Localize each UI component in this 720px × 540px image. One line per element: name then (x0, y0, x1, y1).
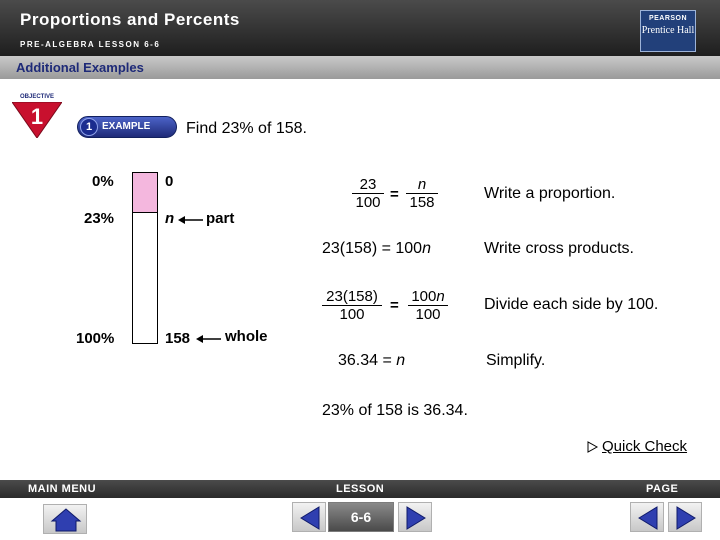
example-label: EXAMPLE (102, 121, 151, 132)
section-strip (0, 56, 720, 79)
step2-note: Write cross products. (484, 240, 634, 257)
page-label: PAGE (646, 483, 679, 495)
value-top-label: 0 (165, 173, 174, 190)
percent-bar-divider (133, 212, 157, 213)
lesson-next-button[interactable] (398, 502, 432, 532)
arrow-left-icon (178, 213, 204, 227)
step4-variable: n (396, 352, 406, 369)
step1-left-denominator: 100 (355, 194, 381, 211)
percent-bottom-label: 100% (76, 330, 115, 347)
step3-right-fraction (408, 288, 448, 323)
step1-left-numerator: 23 (352, 176, 384, 194)
lesson-label: LESSON (336, 483, 385, 495)
step3-right-denominator: 100 (415, 306, 441, 323)
home-icon (44, 505, 88, 535)
chevron-right-icon (399, 503, 433, 533)
example-badge (77, 116, 177, 138)
step3-note: Divide each side by 100. (484, 296, 659, 313)
step3-equals: = (390, 297, 399, 314)
step2-expression-text: 23(158) = 100 (322, 240, 423, 257)
value-bottom-label: 158 (165, 330, 191, 347)
problem-statement: Find 23% of 158. (186, 120, 307, 137)
percent-bar-fill (133, 173, 157, 212)
lesson-number-button[interactable]: 6-6 (328, 502, 394, 532)
step3-left-numerator: 23(158) (322, 288, 382, 306)
lesson-subtitle: PRE-ALGEBRA LESSON 6-6 (20, 40, 161, 49)
page-prev-button[interactable] (630, 502, 664, 532)
step3-left-fraction (322, 288, 382, 323)
chevron-left-icon (631, 503, 665, 533)
step4-expression (338, 352, 405, 370)
objective-label: OBJECTIVE (19, 94, 54, 100)
chevron-right-icon (669, 503, 703, 533)
step4-note: Simplify. (486, 352, 546, 369)
step3-right-numerator-value: 100 (411, 288, 437, 305)
main-menu-label: MAIN MENU (28, 483, 97, 495)
step3-right-numerator (408, 288, 448, 306)
arrow-left-icon (196, 332, 222, 346)
objective-badge (12, 94, 62, 138)
percent-bar (132, 172, 158, 344)
page-next-button[interactable] (668, 502, 702, 532)
part-label: part (206, 210, 235, 227)
step1-left-fraction (352, 176, 384, 211)
whole-label: whole (225, 328, 268, 345)
step1-right-denominator: 158 (409, 194, 435, 211)
publisher-logo (640, 10, 696, 52)
quick-check-icon[interactable] (586, 440, 600, 454)
header-bar (0, 0, 720, 56)
step1-right-numerator: n (406, 176, 438, 194)
percent-top-label: 0% (92, 173, 114, 190)
example-number: 1 (80, 118, 98, 136)
logo-bottom-text: Prentice Hall (641, 25, 695, 36)
home-button[interactable] (43, 504, 87, 534)
step2-variable: n (422, 240, 431, 257)
objective-number: 1 (30, 104, 44, 129)
step1-equals: = (390, 186, 399, 203)
lesson-prev-button[interactable] (292, 502, 326, 532)
quick-check-link[interactable]: Quick Check (602, 438, 688, 455)
percent-mid-label: 23% (84, 210, 115, 227)
step3-right-numerator-variable: n (436, 288, 445, 305)
chevron-left-icon (293, 503, 327, 533)
step2-expression (322, 240, 431, 258)
logo-top-text: PEARSON (648, 15, 688, 22)
step1-right-fraction (406, 176, 438, 211)
value-mid-label: n (165, 210, 175, 227)
section-title: Additional Examples (16, 60, 144, 75)
footer-bar (0, 480, 720, 498)
conclusion: 23% of 158 is 36.34. (322, 402, 468, 419)
step1-note: Write a proportion. (484, 185, 616, 202)
page-title: Proportions and Percents (20, 10, 240, 29)
step3-left-denominator: 100 (339, 306, 365, 323)
step4-expression-text: 36.34 = (338, 352, 397, 369)
